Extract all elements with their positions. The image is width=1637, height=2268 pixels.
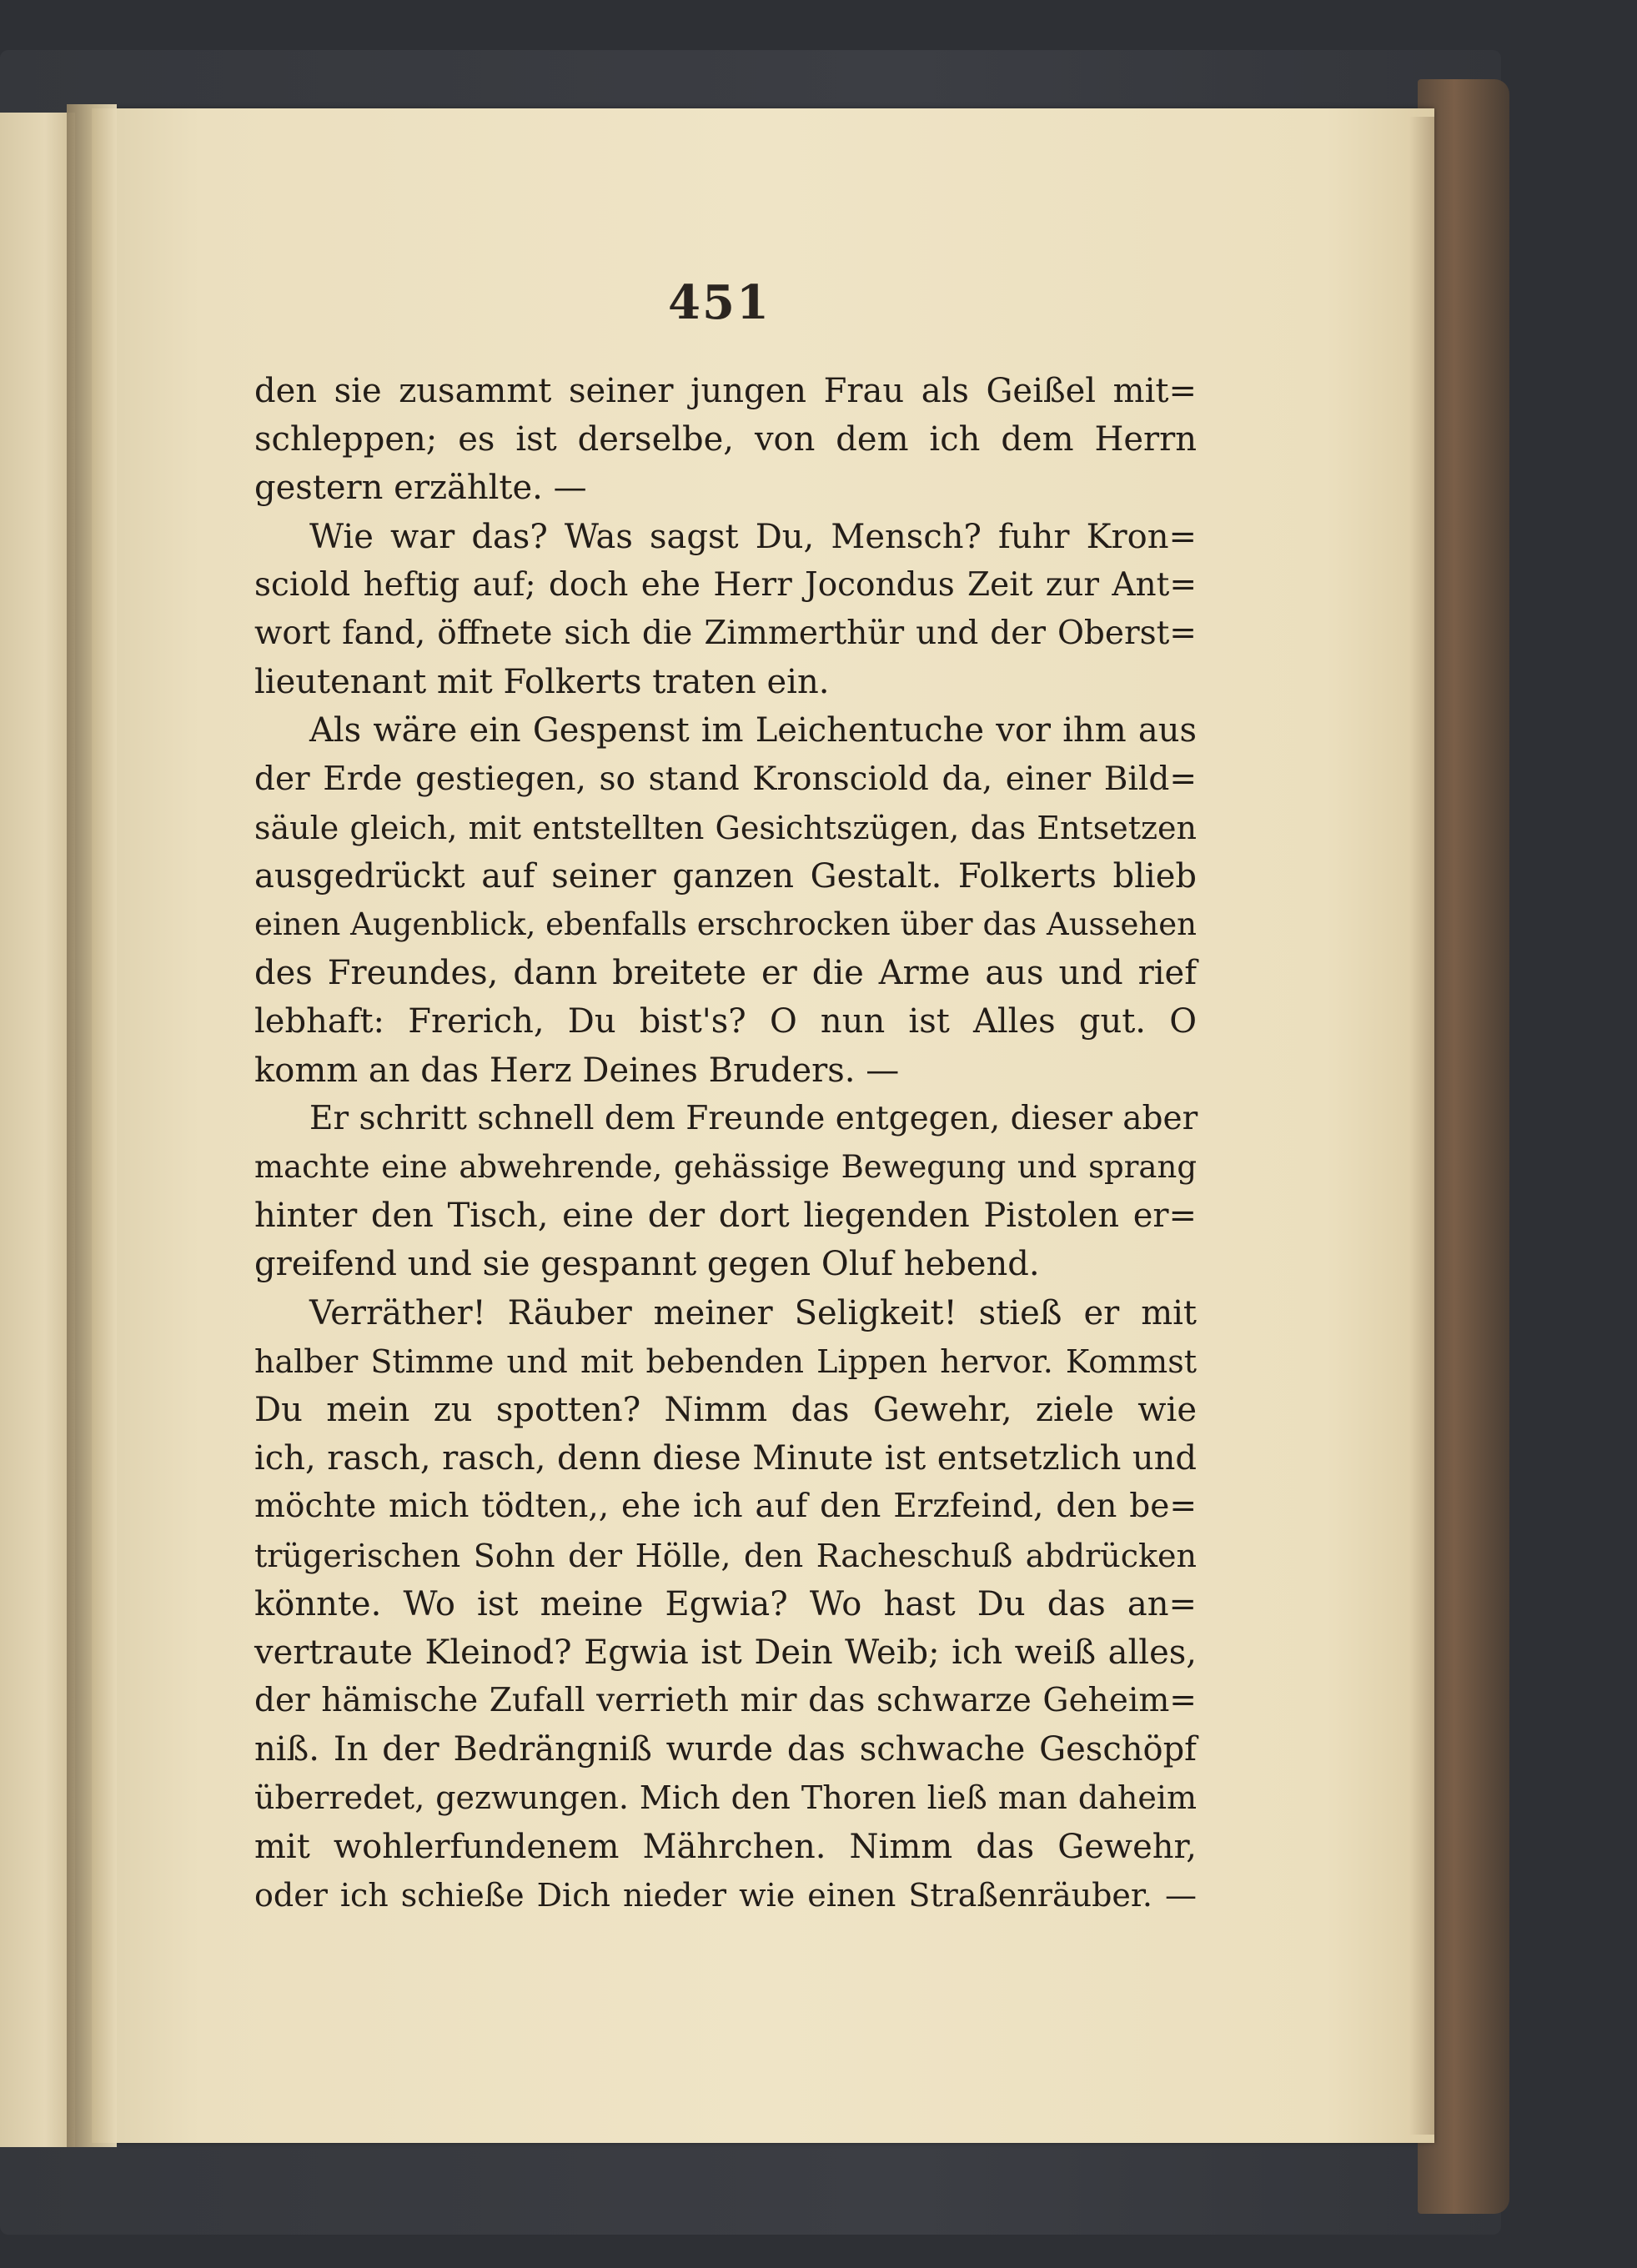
text-line: ich, rasch, rasch, denn diese Minute ist entsetzlich und xyxy=(254,1439,1197,1478)
text-line: vertraute Kleinod? Egwia ist Dein Weib; ich weiß alles, xyxy=(254,1633,1197,1672)
text-line: den sie zusammt seiner jungen Frau als Geißel mit= xyxy=(254,372,1197,410)
text-line: der hämische Zufall verrieth mir das schwarze Geheim= xyxy=(254,1682,1197,1720)
text-line: lebhaft: Frerich, Du bist's? O nun ist Alles gut. O xyxy=(254,1002,1197,1041)
page-gutter xyxy=(67,104,117,2147)
text-line: Als wäre ein Gespenst im Leichentuche vor ihm aus xyxy=(309,711,1197,750)
text-line: überredet, gezwungen. Mich den Thoren ließ man daheim xyxy=(254,1779,1197,1817)
text-line: der Erde gestiegen, so stand Kronsciold da, einer Bild= xyxy=(254,760,1197,798)
text-line: lieutenant mit Folkerts traten ein. xyxy=(254,663,830,702)
text-line: greifend und sie gespannt gegen Oluf hebend. xyxy=(254,1245,1040,1284)
text-line: wort fand, öffnete sich die Zimmerthür und der Oberst= xyxy=(254,614,1197,652)
text-line: hinter den Tisch, eine der dort liegenden Pistolen er= xyxy=(254,1197,1197,1236)
text-line: Du mein zu spotten? Nimm das Gewehr, ziele wie xyxy=(254,1390,1197,1429)
text-line: möchte mich tödten,, ehe ich auf den Erzfeind, den be= xyxy=(254,1488,1197,1526)
text-line: säule gleich, mit entstellten Gesichtszügen, das Entsetzen xyxy=(254,809,1197,846)
text-line: schleppen; es ist derselbe, von dem ich dem Herrn xyxy=(254,420,1197,459)
text-line: halber Stimme und mit bebenden Lippen hervor. Kommst xyxy=(254,1342,1197,1380)
text-line: Er schritt schnell dem Freunde entgegen, dieser aber xyxy=(309,1099,1198,1137)
text-line: ausgedrückt auf seiner ganzen Gestalt. Folkerts blieb xyxy=(254,856,1197,896)
body-text xyxy=(254,367,1197,1919)
text-line: komm an das Herz Deines Bruders. — xyxy=(254,1051,900,1090)
text-line: oder ich schieße Dich nieder wie einen Straßenräuber. — xyxy=(254,1876,1197,1914)
text-line: trügerischen Sohn der Hölle, den Racheschuß abdrücken xyxy=(254,1537,1197,1574)
text-line: des Freundes, dann breitete er die Arme aus und rief xyxy=(254,954,1197,993)
text-line: mit wohlerfundenem Mährchen. Nimm das Gewehr, xyxy=(254,1827,1197,1866)
text-line: könnte. Wo ist meine Egwia? Wo hast Du das an= xyxy=(254,1584,1197,1623)
previous-page-edge xyxy=(0,113,75,2147)
text-line: sciold heftig auf; doch ehe Herr Jocondus Zeit zur Ant= xyxy=(254,565,1197,604)
text-line: machte eine abwehrende, gehässige Bewegung und sprang xyxy=(254,1149,1197,1185)
text-line: Wie war das? Was sagst Du, Mensch? fuhr Kron= xyxy=(309,517,1197,556)
page-number: 451 xyxy=(668,275,771,330)
page-edge-shadow xyxy=(1409,117,1434,2135)
text-line: einen Augenblick, ebenfalls erschrocken über das Aussehen xyxy=(254,906,1197,943)
text-line: gestern erzählte. — xyxy=(254,469,587,508)
text-line: Verräther! Räuber meiner Seligkeit! stieß er mit xyxy=(309,1293,1197,1332)
text-line: niß. In der Bedrängniß wurde das schwache Geschöpf xyxy=(254,1730,1197,1769)
